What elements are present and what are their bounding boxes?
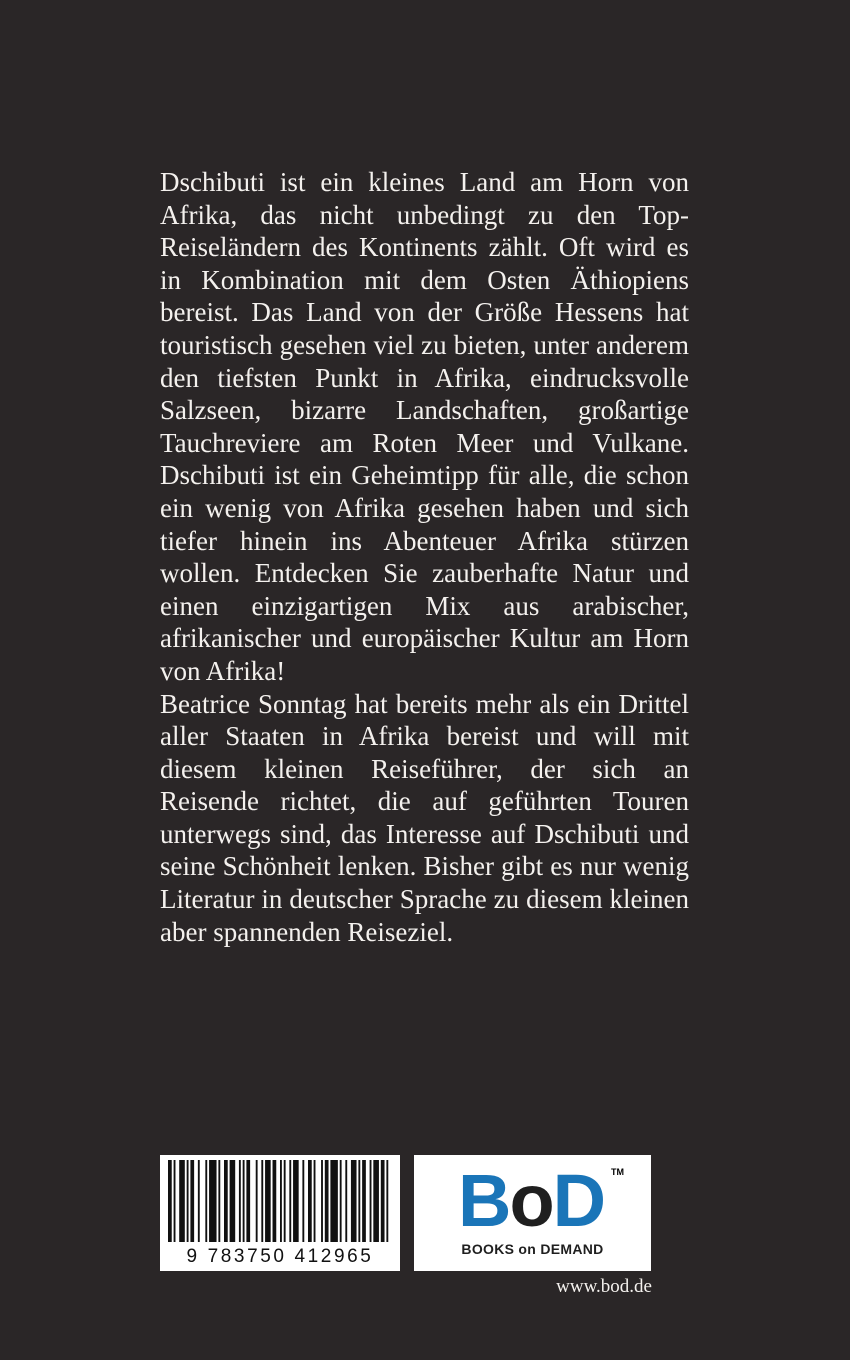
barcode-bar [243, 1160, 245, 1242]
barcode-bar [362, 1160, 366, 1242]
barcode-bar [386, 1160, 388, 1242]
barcode-bar [256, 1160, 258, 1242]
barcode-bar [273, 1160, 277, 1242]
barcode-bar [190, 1160, 194, 1242]
barcode-bar [218, 1160, 220, 1242]
barcode-bar [239, 1160, 241, 1242]
barcode-bar [209, 1160, 216, 1242]
publisher-logo [414, 1155, 651, 1271]
logo-letter-b: B [458, 1159, 510, 1242]
barcode-bar [351, 1160, 357, 1242]
barcode-bar [280, 1160, 282, 1242]
barcode-bar [302, 1160, 304, 1242]
logo-letter-o: o [509, 1159, 553, 1242]
barcode-bar [179, 1160, 185, 1242]
barcode-bar [345, 1160, 347, 1242]
barcode-bar [330, 1160, 337, 1242]
blurb-paragraph-author: Beatrice Sonntag hat bereits mehr als ein Drittel aller Staaten in Afrika bereist und will mit diesem kleinen Reiseführer, der sich an Reisende richtet, die auf geführten Touren unterwegs sind, das Interesse auf Dschibuti und seine Schönheit lenken. Bisher gibt es nur wenig Literatur in deutscher Sprache zu diesem kleinen aber spannenden Reiseziel. [160, 688, 689, 947]
barcode-bar [293, 1160, 299, 1242]
barcode-bar [321, 1160, 323, 1242]
logo-letter-d: D [552, 1159, 605, 1242]
trademark-symbol: TM [611, 1167, 624, 1177]
publisher-url: www.bod.de [556, 1276, 652, 1297]
barcode-bar [198, 1160, 200, 1242]
barcode-bar [230, 1160, 236, 1242]
barcode-bar [174, 1160, 176, 1242]
barcode-bar [381, 1160, 385, 1242]
isbn-barcode [160, 1155, 400, 1271]
barcode-bar [325, 1160, 329, 1242]
bod-logo-mark [458, 1161, 604, 1241]
barcode-bar [265, 1160, 271, 1242]
barcode-bar [373, 1160, 379, 1242]
barcode-bar [261, 1160, 263, 1242]
barcode-bar [187, 1160, 189, 1242]
barcode-bar [284, 1160, 286, 1242]
barcode-bar [308, 1160, 312, 1242]
barcode-bar [224, 1160, 228, 1242]
blurb-paragraph-description: Dschibuti ist ein kleines Land am Horn von Afrika, das nicht unbedingt zu den Top-Reiseländern des Kontinents zählt. Oft wird es in Kombination mit dem Osten Äthiopiens bereist. Das Land von der Größe Hessens hat touristisch gesehen viel zu bieten, unter anderem den tiefsten Punkt in Afrika, eindrucksvolle Salzseen, bizarre Landschaften, großartige Tauchreviere am Roten Meer und Vulkane. Dschibuti ist ein Geheimtipp für alle, die schon ein wenig von Afrika gesehen haben und sich tiefer hinein ins Abenteuer Afrika stürzen wollen. Entdecken Sie zauberhafte Natur und einen einzigartigen Mix aus arabischer, afrikanischer und europäischer Kultur am Horn von Afrika! [160, 167, 689, 686]
barcode-bar [340, 1160, 342, 1242]
blurb-text [160, 166, 689, 948]
barcode-bar [246, 1160, 250, 1242]
barcode-bars [168, 1160, 392, 1242]
publisher-tagline: BOOKS on DEMAND [461, 1241, 604, 1257]
barcode-bar [314, 1160, 316, 1242]
barcode-bar [358, 1160, 360, 1242]
barcode-bar [205, 1160, 207, 1242]
barcode-bar [370, 1160, 372, 1242]
barcode-bar [168, 1160, 172, 1242]
isbn-number: 9 783750 412965 [186, 1246, 374, 1267]
barcode-bar [289, 1160, 291, 1242]
